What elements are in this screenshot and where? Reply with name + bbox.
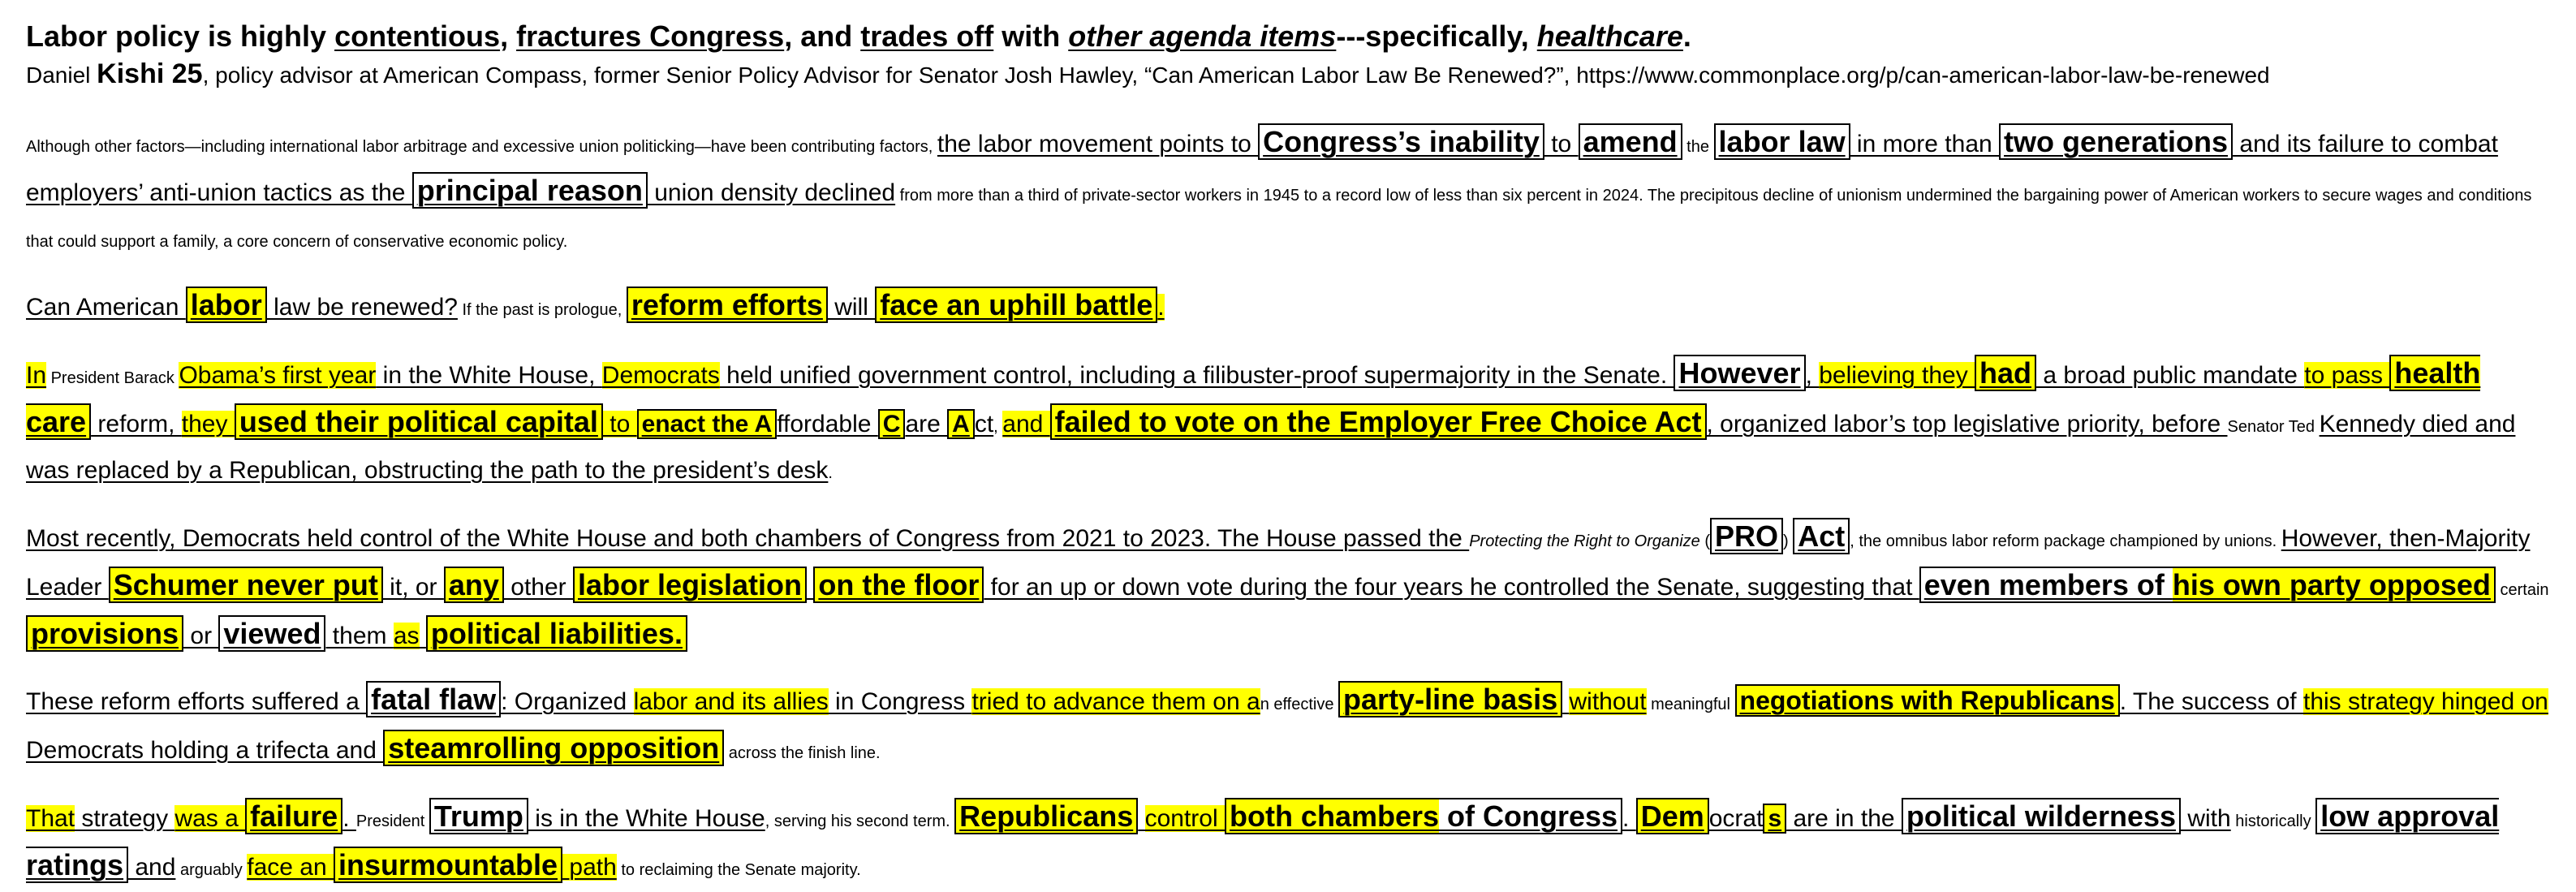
underlined-text: are [905, 411, 948, 437]
underlined-text: and [128, 854, 176, 881]
underlined-text: ocrat [1708, 805, 1764, 832]
highlighted-emphasis: reform efforts [627, 287, 828, 323]
highlighted-emphasis: Dem [1636, 798, 1709, 834]
highlighted-underline: to pass [2304, 362, 2390, 389]
card-citation [26, 57, 2550, 93]
underlined-text: Can American [26, 294, 186, 321]
highlighted-underline: That [26, 805, 75, 832]
highlighted-emphasis: labor legislation [573, 567, 807, 603]
cite-author: Kishi 25 [97, 58, 203, 89]
highlighted-emphasis: failure [245, 798, 342, 834]
highlighted-underline: Democrats [601, 362, 720, 389]
underlined-text: strategy [75, 805, 175, 832]
highlighted-underline: In [26, 362, 47, 389]
highlighted-emphasis: A [947, 409, 975, 439]
tag-underline: fractures Congress [516, 19, 785, 53]
underlined-text: Most recently, Democrats held control of the White House and both chambers of Congress from 2021 to 2023. The House passed the [26, 525, 1470, 552]
underlined-text: , or [402, 574, 444, 601]
underlined-text: However, then-Majority Leader [26, 525, 2531, 601]
underlined-text: it [382, 574, 403, 601]
underlined-text: held unified government control, including a filibuster-proof supermajority in the Senate. [719, 362, 1674, 389]
emphasized-text: Congress’s inability [1258, 123, 1544, 160]
cite-details: , policy advisor at American Compass, former Senior Policy Advisor for Senator Josh Hawley, “Can American Labor Law Be Renewed?”, https://www.commonplace.org/p/can-american-labor-law-be-renewed [202, 62, 2270, 88]
emphasized-text: Trump [429, 798, 528, 834]
underlined-text: , [1805, 362, 1820, 389]
small-text: , serving his second term. [765, 812, 955, 830]
small-text: , the omnibus labor reform package championed by unions. [1850, 532, 2281, 550]
underlined-text: a broad public mandate [2036, 362, 2305, 389]
highlighted-emphasis: on the floor [813, 567, 984, 603]
highlighted-emphasis: his own party opposed [2173, 567, 2496, 603]
highlighted-underline: Obama’s first year [179, 362, 377, 389]
highlighted-emphasis: had [1975, 355, 2036, 391]
underlined-text: . [342, 805, 356, 832]
highlighted-underline: control [1144, 805, 1225, 832]
emphasized-text: of Congress [1439, 798, 1622, 834]
underlined-text: reform, [91, 411, 182, 437]
small-text: to reclaiming the Senate majority. [616, 861, 861, 879]
emphasized-text: fatal flaw [366, 681, 501, 717]
underlined-text: in Congress [828, 688, 972, 715]
highlighted-emphasis: enact the A [637, 409, 778, 439]
small-text: Senator Ted [2227, 418, 2320, 436]
highlighted-underline: as [393, 623, 420, 649]
small-text: ) [1783, 532, 1794, 550]
tag-underline-italic: other agenda items [1068, 19, 1337, 53]
highlighted-emphasis: labor [186, 287, 267, 323]
small-text: across the finish line. [724, 744, 881, 762]
underlined-text: union density declined [647, 179, 896, 206]
highlighted-underline: this strategy hinged on [2302, 688, 2548, 715]
underlined-text: . The success of [2119, 688, 2303, 715]
highlighted-emphasis: C [878, 409, 906, 439]
underlined-text: law be renewed? [266, 294, 458, 321]
small-text: Although other factors—including international labor arbitrage and excessive union politicking—have been contributing factors, [26, 138, 937, 156]
emphasized-text: amend [1579, 123, 1682, 160]
underlined-text: Democrats holding a trifecta and [26, 737, 384, 764]
highlighted-underline: they [181, 411, 235, 437]
underlined-text: in more than [1850, 131, 2000, 157]
paragraph-5 [26, 678, 2550, 775]
highlighted-underline: tried to advance them on a [971, 688, 1260, 715]
small-text: historically [2230, 812, 2316, 830]
tag-text: , [500, 19, 517, 53]
emphasized-text: low approval ratings [26, 799, 2500, 881]
small-text: ( [1699, 532, 1711, 550]
small-text: President Barack [46, 369, 179, 387]
small-text: certain [2495, 581, 2549, 599]
tag-text: Labor policy is highly [26, 19, 335, 53]
underlined-text [1138, 805, 1144, 832]
underlined-text: to [1544, 131, 1579, 157]
highlighted-emphasis: both chambers [1225, 798, 1439, 834]
small-text: President [355, 812, 429, 830]
underlined-text: the labor movement points to [937, 131, 1259, 157]
emphasized-text: even members of [1919, 567, 2173, 603]
small-text: arguably [175, 861, 248, 879]
underlined-text: for an up or down vote during the four years he controlled the Senate, suggesting that [984, 574, 1919, 601]
underlined-text: is in the White House [528, 805, 765, 832]
highlighted-emphasis: party-line basis [1338, 681, 1562, 717]
underlined-text: : Organized [501, 688, 634, 715]
small-text: . [828, 464, 833, 482]
underlined-text: and its failure to combat employers’ anti-union tactics as the [26, 131, 2498, 206]
tag-underline: contentious [334, 19, 501, 53]
cite-first-name: Daniel [26, 62, 97, 88]
highlighted-underline: face an [247, 854, 334, 881]
underlined-text: in the White House, [376, 362, 602, 389]
underlined-text: Kennedy died and was replaced by a Republican, obstructing the path to the president’s desk [26, 411, 2516, 484]
small-text: from more than a third of private-sector workers in 1945 to a record low of less than six percent in 2024. The precipitous decline of unionism undermined the bargaining power of American workers to secure wages and conditions that could support a family, a core concern of conservative economic policy. [26, 187, 2532, 251]
highlighted-underline: believing they [1819, 362, 1975, 389]
tag-text: , and [784, 19, 861, 53]
highlighted-emphasis: provisions [26, 615, 183, 652]
small-text: n effective [1260, 696, 1339, 713]
emphasized-text: two generations [1999, 123, 2233, 160]
highlighted-underline: without [1569, 688, 1647, 715]
tag-text: ---specifically, [1336, 19, 1537, 53]
tag-text: . [1682, 19, 1691, 53]
paragraph-1 [26, 120, 2550, 264]
emphasized-text: However [1674, 355, 1805, 391]
emphasized-text: labor law [1714, 123, 1850, 160]
highlighted-underline: to [602, 411, 637, 437]
highlighted-underline: was a [174, 805, 246, 832]
highlighted-underline: path [562, 854, 617, 881]
highlighted-emphasis: face an uphill battle [875, 287, 1157, 323]
underlined-text: or [183, 623, 219, 649]
underlined-text: with [2181, 805, 2231, 832]
emphasized-text: principal reason [412, 172, 648, 209]
highlighted-emphasis: any [444, 567, 504, 603]
tag-text: with [993, 19, 1069, 53]
emphasized-text: Act [1793, 518, 1850, 554]
highlighted-emphasis: political liabilities. [426, 615, 687, 652]
highlighted-underline: labor and its allies [633, 688, 829, 715]
underlined-text: other [503, 574, 573, 601]
small-text: the [1682, 138, 1714, 156]
highlighted-emphasis: failed to vote on the Employer Free Choice Act [1050, 403, 1707, 440]
underlined-text: ffordable [777, 411, 878, 437]
highlighted-emphasis: negotiations with Republicans [1735, 684, 2120, 717]
paragraph-4 [26, 515, 2550, 658]
highlighted-underline: . [1157, 294, 1165, 321]
small-text: , [993, 418, 1003, 436]
paragraph-6 [26, 795, 2550, 892]
highlighted-emphasis: s [1763, 804, 1786, 834]
underlined-text: will [827, 294, 876, 321]
highlighted-emphasis: used their political capital [235, 403, 603, 440]
underlined-text [420, 623, 426, 649]
paragraph-2 [26, 283, 2550, 332]
underlined-text: them [325, 623, 394, 649]
highlighted-emphasis: Schumer never put [109, 567, 383, 603]
paragraph-3 [26, 351, 2550, 495]
tag-underline-italic: healthcare [1536, 19, 1683, 53]
emphasized-text: political wilderness [1902, 798, 2181, 834]
emphasized-text: viewed [218, 615, 325, 652]
highlighted-emphasis: Republicans [954, 798, 1138, 834]
small-italic-text: Protecting the Right to Organize [1469, 532, 1700, 550]
emphasized-text: PRO [1710, 518, 1783, 554]
highlighted-emphasis: health care [26, 356, 2481, 438]
highlighted-underline: and [1002, 411, 1050, 437]
tag-underline: trades off [860, 19, 994, 53]
underlined-text: . [1622, 805, 1636, 832]
underlined-text: , organized labor’s top legislative priority, before [1706, 411, 2228, 437]
small-text: If the past is prologue, [457, 301, 627, 319]
card-tag [26, 16, 2550, 57]
underlined-text: These reform efforts suffered a [26, 688, 367, 715]
highlighted-emphasis: steamrolling opposition [383, 730, 724, 766]
small-text: meaningful [1646, 696, 1735, 713]
highlighted-emphasis: insurmountable [334, 847, 562, 883]
underlined-text: ct [974, 411, 994, 437]
underlined-text: are in the [1786, 805, 1902, 832]
